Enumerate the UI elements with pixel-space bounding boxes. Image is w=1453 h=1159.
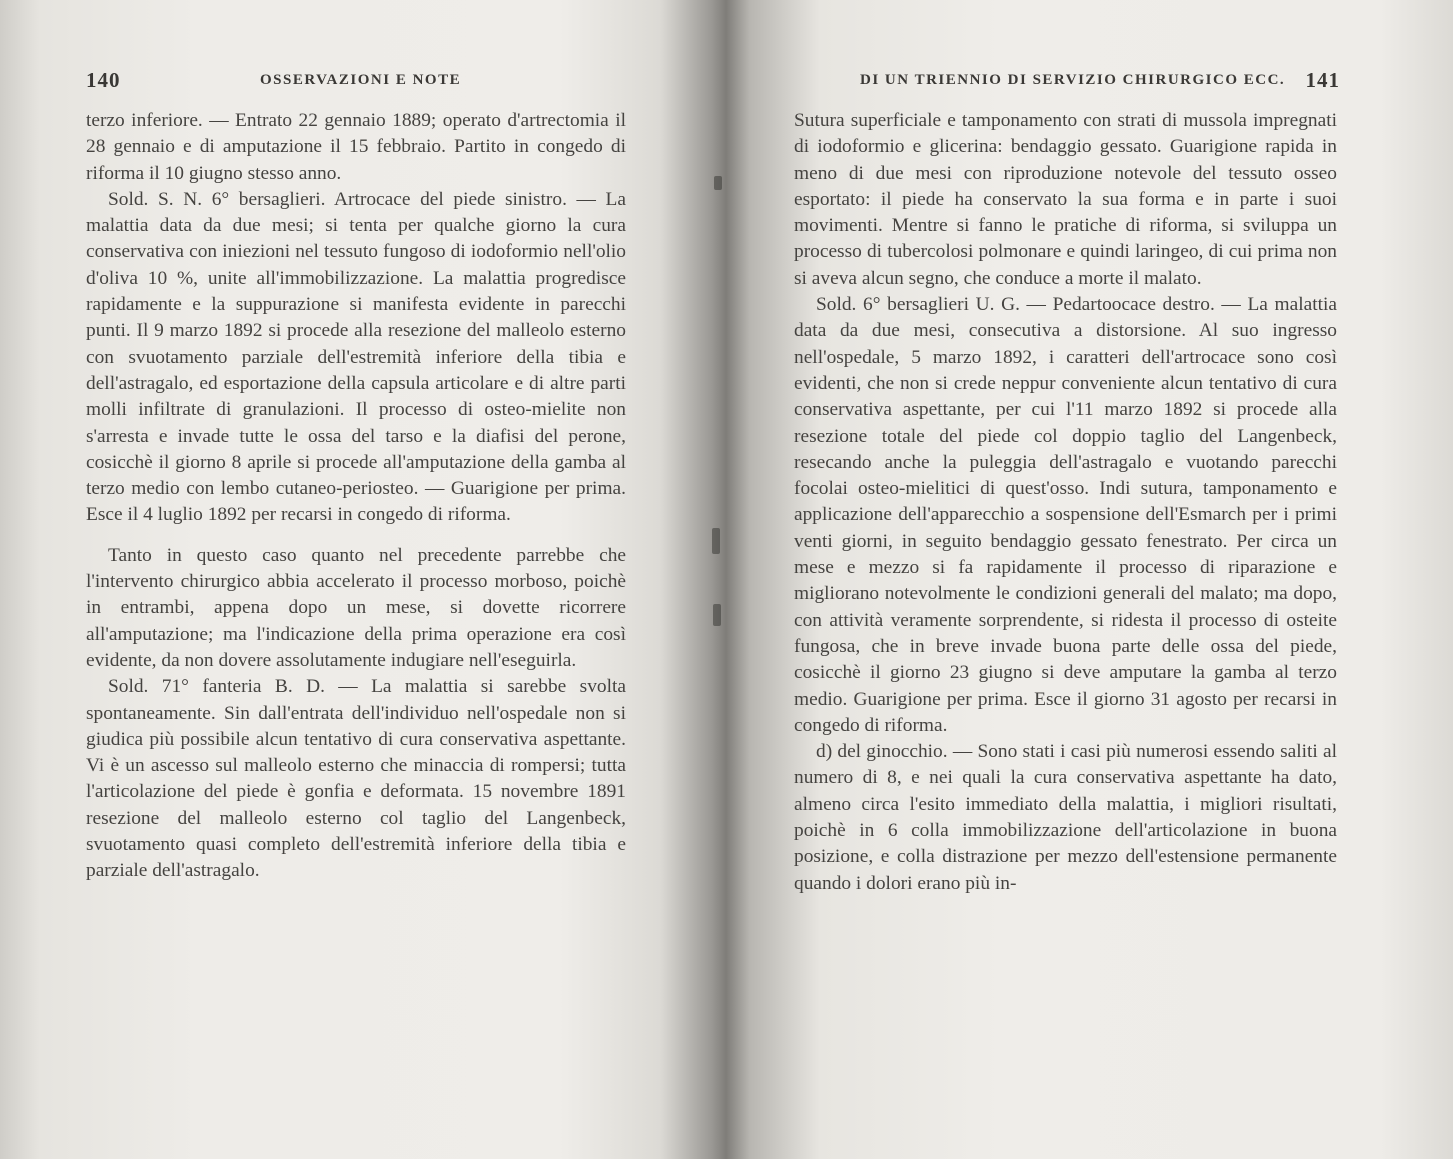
right-page-body	[794, 108, 1337, 897]
right-paragraph-2: Sold. 6° bersaglieri U. G. — Pedartoocace destro. — La malattia data da due mesi, consecutiva a distorsione. Al suo ingresso nell'ospedale, 5 marzo 1892, i caratteri dell'artrocace sono così evidenti, che non si crede neppur conveniente alcun tentativo di cura conservativa aspettante, per cui l'11 marzo 1892 si procede alla resezione totale del piede col doppio taglio del Langenbeck, resecando anche la puleggia dell'astragalo e vuotando parecchi focolai osteo-mielitici di quest'osso. Indi sutura, tamponamento e applicazione dell'apparecchio a sospensione dell'Esmarch per i primi venti giorni, in seguito bendaggio gessato fenestrato. Per circa un mese e mezzo si fa rapidamente il processo di riparazione e migliorano notevolmente le condizioni generali del malato; ma dopo, con attività veramente sorprendente, si ridesta il processo di osteite fungosa, che in breve invade buona parte delle ossa del piede, cosicchè il giorno 23 giugno si deve amputare la gamba al terzo medio. Guarigione per prima. Esce il giorno 31 agosto per recarsi in congedo di riforma.	[794, 294, 1337, 736]
right-page-header	[800, 68, 1340, 98]
right-page	[722, 0, 1453, 1159]
right-running-head: DI UN TRIENNIO DI SERVIZIO CHIRURGICO ECC.	[860, 72, 1286, 88]
gutter-mark	[712, 528, 720, 554]
left-paragraph-1: terzo inferiore. — Entrato 22 gennaio 1889; operato d'artrectomia il 28 gennaio e di amputazione il 15 febbraio. Partito in congedo di riforma il 10 giugno stesso anno.	[86, 110, 626, 184]
right-paragraph-1: Sutura superficiale e tamponamento con strati di mussola impregnati di iodoformio e glicerina: bendaggio gessato. Guarigione rapida in meno di due mesi con riproduzione notevole del tessuto osseo esportato: il piede ha conservato la sua forma e in parte i suoi movimenti. Mentre si fanno le pratiche di riforma, si sviluppa un processo di tubercolosi polmonare e quindi laringeo, di cui prima non si aveva alcun segno, che conduce a morte il malato.	[794, 110, 1337, 289]
gutter-mark	[714, 176, 722, 190]
left-page	[0, 0, 722, 1159]
left-page-number: 140	[86, 68, 121, 92]
right-paragraph-3: d) del ginocchio. — Sono stati i casi più numerosi essendo saliti al numero di 8, e nei quali la cura conservativa aspettante ha dato, almeno circa l'esito immediato della malattia, i migliori risultati, poichè in 6 colla immobilizzazione dell'articolazione in buona posizione, e colla distrazione per mezzo dell'estensione permanente quando i dolori erano più in-	[794, 741, 1337, 894]
left-page-body	[86, 108, 626, 885]
left-paragraph-2: Sold. S. N. 6° bersaglieri. Artrocace del piede sinistro. — La malattia data da due mesi; si tenta per qualche giorno la cura conservativa con iniezioni nel tessuto fungoso di iodoformio nell'olio d'oliva 10 %, unite all'immobilizzazione. La malattia progredisce rapidamente e la suppurazione si manifesta evidente in parecchi punti. Il 9 marzo 1892 si procede alla resezione del malleolo esterno con svuotamento parziale dell'estremità inferiore della tibia e dell'astragalo, ed esportazione della capsula articolare e di altre parti molli infiltrate di granulazioni. Il processo di osteo-mielite non s'arresta e invade tutte le ossa del tarso e la diafisi del perone, cosicchè il giorno 8 aprile si procede all'amputazione della gamba al terzo medio con lembo cutaneo-periosteo. — Guarigione per prima. Esce il 4 luglio 1892 per recarsi in congedo di riforma.	[86, 188, 626, 526]
gutter-mark	[713, 604, 721, 626]
left-paragraph-4: Sold. 71° fanteria B. D. — La malattia si sarebbe svolta spontaneamente. Sin dall'entrata dell'individuo nell'ospedale non si giudica più possibile alcun tentativo di cura conservativa aspettante. Vi è un ascesso sul malleolo esterno che minaccia di rompersi; tutta l'articolazione del piede è gonfia e deformata. 15 novembre 1891 resezione del malleolo esterno col taglio del Langenbeck, svuotamento quasi completo dell'estremità inferiore della tibia e parziale dell'astragalo.	[86, 676, 626, 882]
right-page-number: 141	[1305, 68, 1340, 92]
left-running-head: OSSERVAZIONI E NOTE	[260, 72, 462, 88]
left-paragraph-3: Tanto in questo caso quanto nel precedente parrebbe che l'intervento chirurgico abbia accelerato il processo morboso, poichè in entrambi, appena dopo un mese, si dovette ricorrere all'amputazione; ma l'indicazione della prima operazione era così evidente, da non dovere assolutamente indugiare nell'eseguirla.	[86, 544, 626, 671]
left-page-header	[86, 68, 646, 98]
